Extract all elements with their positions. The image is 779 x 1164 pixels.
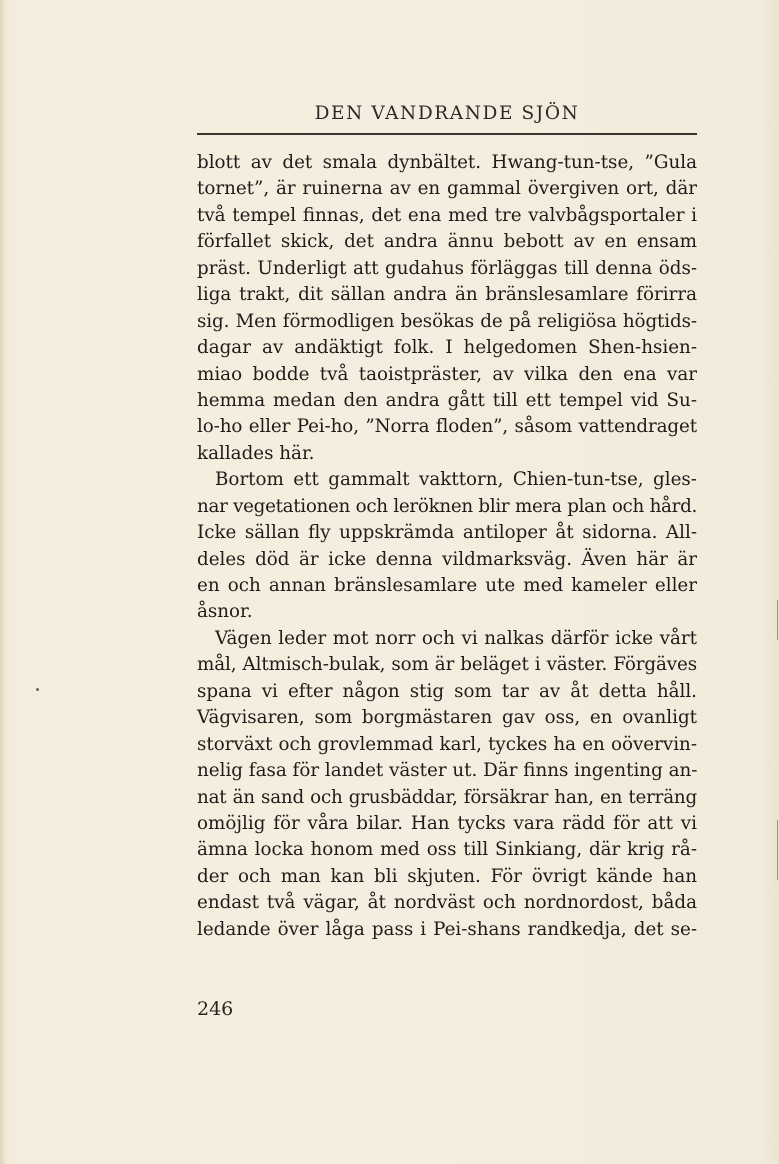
text-line: endast två vägar, åt nordväst och nordnordost, båda — [197, 892, 697, 914]
text-line: der och man kan bli skjuten. För övrigt kände han — [197, 865, 697, 887]
text-line: två tempel finnas, det ena med tre valvbågsportaler i — [197, 204, 697, 226]
running-head: DEN VANDRANDE SJÖN — [314, 103, 580, 124]
paper-speck — [36, 688, 39, 691]
text-line: mål, Altmisch-bulak, som är beläget i väster. Förgäves — [197, 654, 697, 676]
text-line: Vägen leder mot norr och vi nalkas därför icke vårt — [215, 627, 697, 649]
text-line: lo-ho eller Pei-ho, ”Norra floden”, såsom vattendraget — [197, 416, 697, 438]
page-gutter-shadow — [0, 0, 6, 1164]
text-line: kallades här. — [197, 442, 315, 464]
text-line: liga trakt, dit sällan andra än bränslesamlare förirra — [197, 284, 697, 306]
text-line: ledande över låga pass i Pei-shans randkedja, det se- — [197, 918, 697, 940]
text-line: tornet”, är ruinerna av en gammal övergiven ort, där — [197, 178, 697, 200]
text-line: Vägvisaren, som borgmästaren gav oss, en ovanligt — [197, 707, 697, 729]
text-line: hemma medan den andra gått till ett tempel vid Su- — [197, 389, 697, 411]
text-line: omöjlig för våra bilar. Han tycks vara rädd för att vi — [197, 812, 697, 834]
text-line: nat än sand och grusbäddar, försäkrar han, en terräng — [197, 786, 697, 808]
text-line: ämna locka honom med oss till Sinkiang, där krig rå- — [197, 839, 697, 861]
text-line: Icke sällan fly uppskrämda antiloper åt sidorna. All- — [197, 522, 697, 544]
page-edge-mark — [777, 820, 778, 880]
body-text — [197, 150, 697, 943]
text-line: sig. Men förmodligen besökas de på religiösa högtids- — [197, 310, 697, 332]
text-line: nelig fasa för landet väster ut. Där finns ingenting an- — [197, 760, 698, 782]
text-line: deles död är icke denna vildmarksväg. Även här är — [197, 548, 697, 570]
text-line: storväxt och grovlemmad karl, tyckes ha en oövervin- — [197, 733, 697, 755]
header-rule — [197, 133, 697, 135]
text-line: dagar av andäktigt folk. I helgedomen Shen-hsien- — [197, 337, 697, 359]
text-line: en och annan bränslesamlare ute med kameler eller — [197, 575, 697, 596]
text-line: Bortom ett gammalt vakttorn, Chien-tun-tse, gles- — [215, 469, 697, 491]
text-line: åsnor. — [197, 601, 253, 623]
text-line: nar vegetationen och leröknen blir mera plan och hård. — [197, 495, 697, 517]
text-line: blott av det smala dynbältet. Hwang-tun-tse, ”Gula — [197, 152, 697, 173]
text-line: miao bodde två taoistpräster, av vilka den ena var — [197, 363, 697, 385]
text-line: spana vi efter någon stig som tar av åt detta håll. — [197, 680, 697, 702]
text-line: förfallet skick, det andra ännu bebott av en ensam — [197, 231, 697, 253]
text-line: präst. Underligt att gudahus förläggas till denna öds- — [197, 257, 697, 279]
page-number: 246 — [197, 998, 234, 1020]
page-edge-mark — [777, 600, 778, 640]
